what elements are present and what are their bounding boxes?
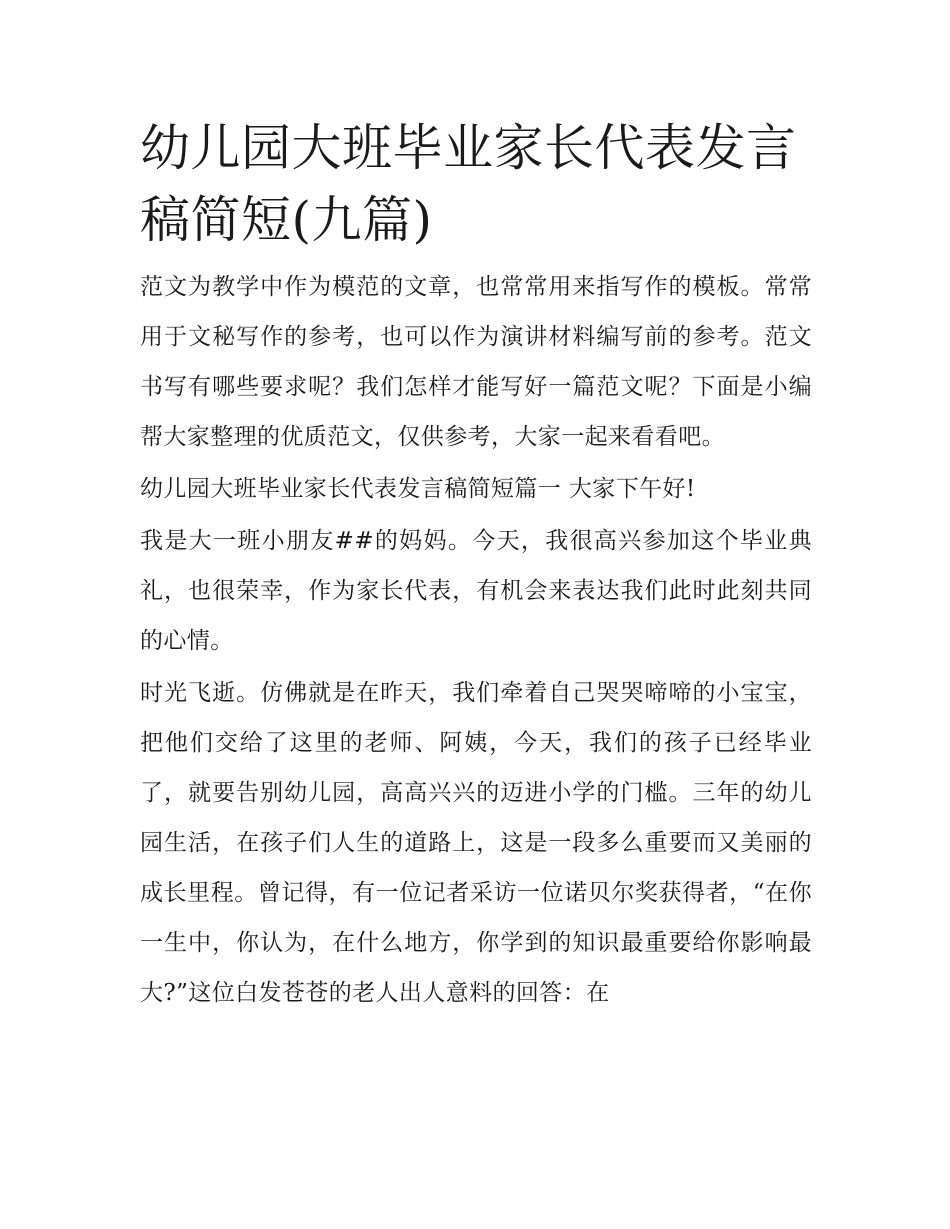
- document-title: 幼儿园大班毕业家长代表发言稿简短(九篇): [140, 119, 797, 249]
- section-heading-line: 幼儿园大班毕业家长代表发言稿简短篇一 大家下午好!: [140, 476, 696, 502]
- intro-paragraph: 范文为教学中作为模范的文章，也常常用来指写作的模板。常常用于文秘写作的参考，也可以作为演讲材料编写前的参考。范文书写有哪些要求呢？我们怎样才能写好一篇范文呢？下面是小编帮大家整理的优质范文，仅供参考，大家一起来看看吧。: [140, 274, 812, 450]
- body-paragraph: 我是大一班小朋友##的妈妈。今天，我很高兴参加这个毕业典礼，也很荣幸，作为家长代表，有机会来表达我们此时此刻共同的心情。: [140, 528, 812, 654]
- document-body: [140, 112, 812, 1020]
- body-paragraph: 时光飞逝。仿佛就是在昨天，我们牵着自己哭哭啼啼的小宝宝，把他们交给了这里的老师、阿姨，今天，我们的孩子已经毕业了，就要告别幼儿园，高高兴兴的迈进小学的门槛。三年的幼儿园生活，在孩子们人生的道路上，这是一段多么重要而又美丽的成长里程。曾记得，有一位记者采访一位诺贝尔奖获得者，“在你一生中，你认为，在什么地方，你学到的知识最重要给你影响最大?”这位白发苍苍的老人出人意料的回答：在: [140, 680, 812, 1006]
